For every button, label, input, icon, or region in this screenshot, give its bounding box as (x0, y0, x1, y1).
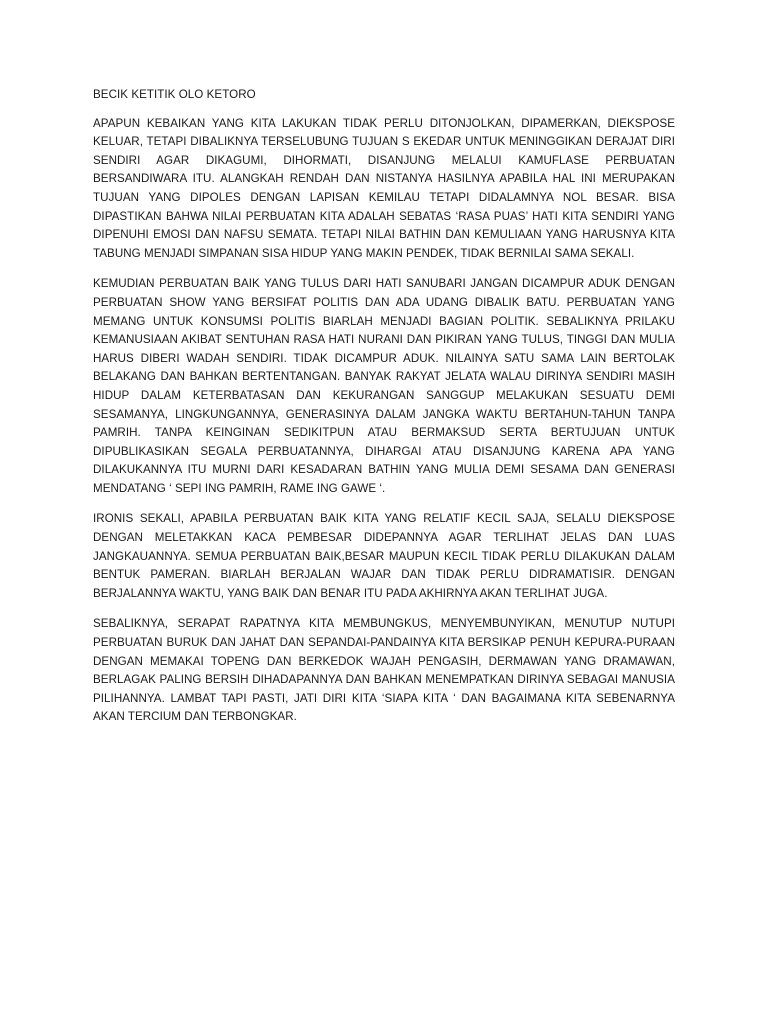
paragraph-1: APAPUN KEBAIKAN YANG KITA LAKUKAN TIDAK PERLU DITONJOLKAN, DIPAMERKAN, DIEKSPOSE KELUAR, TETAPI DIBALIKNYA TERSELUBUNG TUJUAN S EKEDAR UNTUK MENINGGIKAN DERAJAT DIRI SENDIRI AGAR DIKAGUMI, DIHORMATI, DISANJUNG MELALUI KAMUFLASE PERBUATAN BERSANDIWARA ITU. ALANGKAH RENDAH DAN NISTANYA HASILNYA APABILA HAL INI MERUPAKAN TUJUAN YANG DIPOLES DENGAN LAPISAN KEMILAU TETAPI DIDALAMNYA NOL BESAR. BISA DIPASTIKAN BAHWA NILAI PERBUATAN KITA ADALAH SEBATAS ‘RASA PUAS’ HATI KITA SENDIRI YANG DIPENUHI EMOSI DAN NAFSU SEMATA. TETAPI NILAI BATHIN DAN KEMULIAAN YANG HARUSNYA KITA TABUNG MENJADI SIMPANAN SISA HIDUP YANG MAKIN PENDEK, TIDAK BERNILAI SAMA SEKALI. (93, 116, 675, 260)
document-page (93, 86, 675, 739)
document-title: BECIK KETITIK OLO KETORO (93, 88, 256, 101)
paragraph-2: KEMUDIAN PERBUATAN BAIK YANG TULUS DARI HATI SANUBARI JANGAN DICAMPUR ADUK DENGAN PERBUATAN SHOW YANG BERSIFAT POLITIS DAN ADA UDANG DIBALIK BATU. PERBUATAN YANG MEMANG UNTUK KONSUMSI POLITIS BIARLAH MENJADI BAGIAN POLITIK. SEBALIKNYA PRILAKU KEMANUSIAAN AKIBAT SENTUHAN RASA HATI NURANI DAN PIKIRAN YANG TULUS, TINGGI DAN MULIA HARUS DIBERI WADAH SENDIRI. TIDAK DICAMPUR ADUK. NILAINYA SATU SAMA LAIN BERTOLAK BELAKANG DAN BAHKAN BERTENTANGAN. BANYAK RAKYAT JELATA WALAU DIRINYA SENDIRI MASIH HIDUP DALAM KETERBATASAN DAN KEKURANGAN SANGGUP MELAKUKAN SESUATU DEMI SESAMANYA, LINGKUNGANNYA, GENERASINYA DALAM JANGKA WAKTU BERTAHUN-TAHUN TANPA PAMRIH. TANPA KEINGINAN SEDIKITPUN ATAU BERMAKSUD SERTA BERTUJUAN UNTUK DIPUBLIKASIKAN SEGALA PERBUATANNYA, DIHARGAI ATAU DISANJUNG KARENA APA YANG DILAKUKANNYA ITU MURNI DARI KESADARAN BATHIN YANG MULIA DEMI SESAMA DAN GENERASI MENDATANG ‘ SEPI ING PAMRIH, RAME ING GAWE ‘. (93, 277, 675, 495)
paragraph-3: IRONIS SEKALI, APABILA PERBUATAN BAIK KITA YANG RELATIF KECIL SAJA, SELALU DIEKSPOSE DENGAN MELETAKKAN KACA PEMBESAR DIDEPANNYA AGAR TERLIHAT JELAS DAN LUAS JANGKAUANNYA. SEMUA PERBUATAN BAIK,BESAR MAUPUN KECIL TIDAK PERLU DILAKUKAN DALAM BENTUK PAMERAN. BIARLAH BERJALAN WAJAR DAN TIDAK PERLU DIDRAMATISIR. DENGAN BERJALANNYA WAKTU, YANG BAIK DAN BENAR ITU PADA AKHIRNYA AKAN TERLIHAT JUGA. (93, 512, 675, 600)
paragraph-4: SEBALIKNYA, SERAPAT RAPATNYA KITA MEMBUNGKUS, MENYEMBUNYIKAN, MENUTUP NUTUPI PERBUATAN BURUK DAN JAHAT DAN SEPANDAI-PANDAINYA KITA BERSIKAP PENUH KEPURA-PURAAN DENGAN MEMAKAI TOPENG DAN BERKEDOK WAJAH PENGASIH, DERMAWAN YANG DRAMAWAN, BERLAGAK PALING BERSIH DIHADAPANNYA DAN BAHKAN MENEMPATKAN DIRINYA SEBAGAI MANUSIA PILIHANNYA. LAMBAT TAPI PASTI, JATI DIRI KITA ‘SIAPA KITA ‘ DAN BAGAIMANA KITA SEBENARNYA AKAN TERCIUM DAN TERBONGKAR. (93, 617, 675, 724)
